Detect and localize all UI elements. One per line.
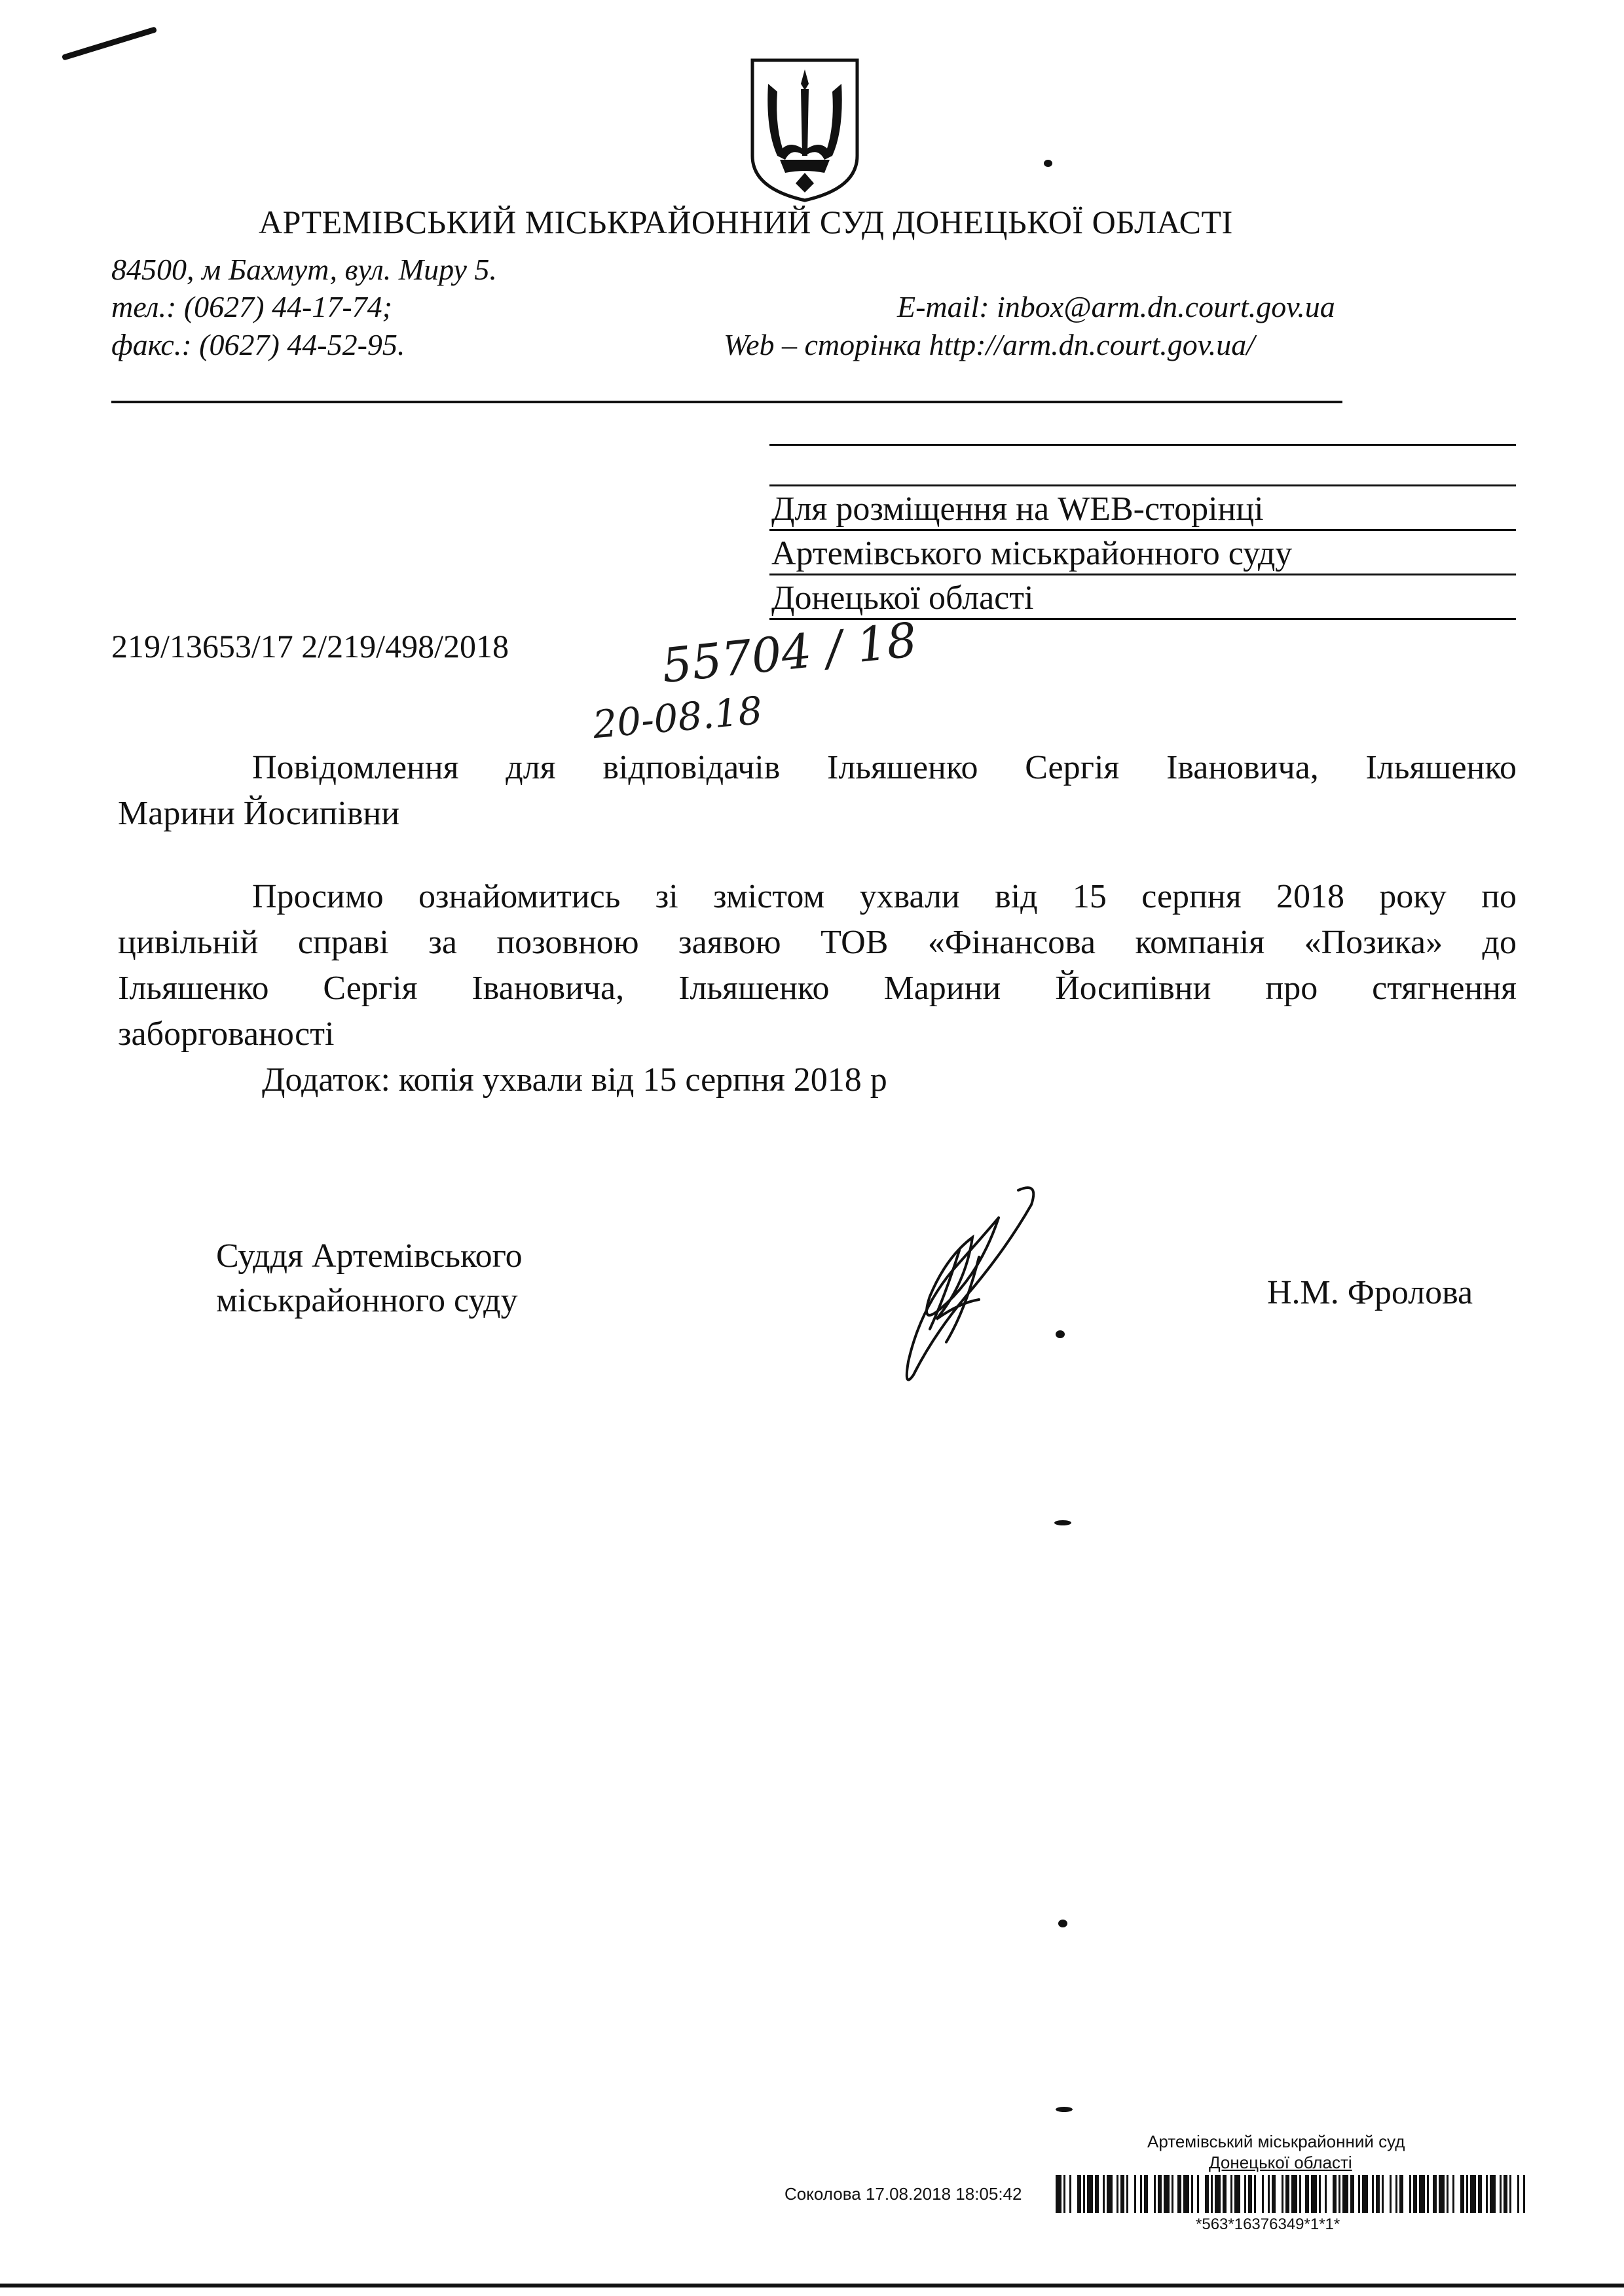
signatory-role-line-1: Суддя Артемівського [216, 1237, 523, 1275]
scan-bottom-edge [0, 2284, 1624, 2287]
recipient-line-1: Для розміщення на WEB-сторінці [771, 490, 1264, 528]
scan-dot [1058, 1920, 1067, 1927]
recipient-rule [769, 529, 1516, 531]
notice-paragraph [118, 745, 1517, 837]
scan-dot [1044, 160, 1052, 167]
recipient-rule [769, 444, 1516, 446]
request-line-4: заборгованості [118, 1015, 335, 1053]
scan-stroke-mark [62, 26, 157, 60]
barcode [1056, 2175, 1527, 2213]
notice-line-2: Марини Йосипівни [118, 795, 400, 832]
signatory-role [216, 1234, 523, 1323]
request-line-1: Просимо ознайомитись зі змістом ухвали від 15 серпня 2018 року по [252, 878, 1517, 915]
request-paragraph [118, 874, 1517, 1103]
handwritten-outgoing-number: 55704 / 18 [659, 611, 920, 694]
barcode-text: *563*16376349*1*1* [1196, 2215, 1340, 2233]
signatory-name: Н.М. Фролова [1267, 1274, 1473, 1311]
handwritten-signature [868, 1178, 1064, 1394]
scan-dot [1054, 1520, 1071, 1525]
court-phone: тел.: (0627) 44-17-74; [111, 290, 392, 323]
request-line-3: Ільяшенко Сергія Івановича, Ільяшенко Марини Йосипівни про стягнення [118, 970, 1517, 1007]
footer-registrar-stamp: Соколова 17.08.2018 18:05:42 [784, 2184, 1022, 2204]
attachment-line: Додаток: копія ухвали від 15 серпня 2018 р [262, 1061, 887, 1099]
handwritten-date: 20-08.18 [591, 687, 764, 748]
scan-dot [1056, 2107, 1073, 2112]
recipient-rule [769, 574, 1516, 575]
court-address: 84500, м Бахмут, вул. Миру 5. [111, 253, 497, 286]
court-fax: факс.: (0627) 44-52-95. [111, 328, 405, 361]
court-name: АРТЕМІВСЬКИЙ МІСЬКРАЙОННИЙ СУД ДОНЕЦЬКОЇ ОБЛАСТІ [259, 204, 1233, 240]
case-numbers: 219/13653/17 2/219/498/2018 [111, 628, 509, 665]
footer-court-line-1: Артемівський міськрайонний суд [1147, 2132, 1405, 2151]
request-line-2: цивільній справі за позовною заявою ТОВ «Фінансова компанія «Позика» до [118, 924, 1517, 961]
court-email: E-mail: inbox@arm.dn.court.gov.ua [897, 290, 1335, 323]
notice-line-1: Повідомлення для відповідачів Ільяшенко Сергія Івановича, Ільяшенко [252, 749, 1517, 786]
signatory-role-line-2: міськрайонного суду [216, 1282, 518, 1319]
recipient-line-3: Донецької області [771, 579, 1034, 617]
recipient-rule [769, 484, 1516, 486]
court-website: Web – сторінка http://arm.dn.court.gov.ua/ [724, 328, 1255, 361]
coat-of-arms-icon [748, 58, 861, 203]
recipient-line-2: Артемівського міськрайонного суду [771, 535, 1293, 572]
footer-court-line-2: Донецької області [1209, 2153, 1352, 2172]
header-divider [111, 401, 1342, 403]
